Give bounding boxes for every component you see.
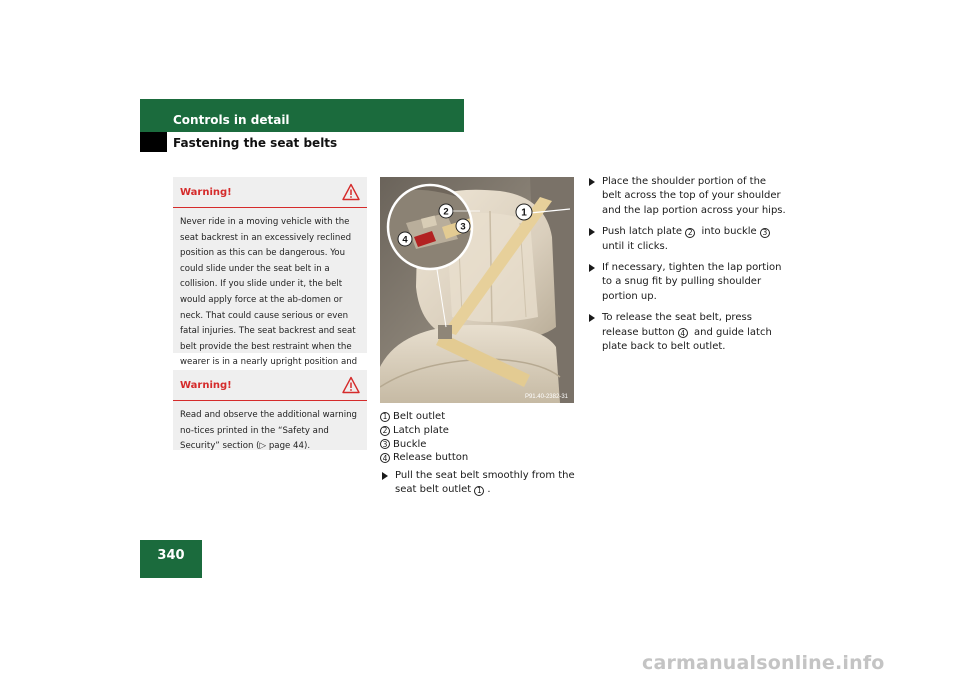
step-text: Place the shoulder portion of the belt across the top of your shoulder and the lap portion across your hips. xyxy=(602,176,786,216)
step-place-belt xyxy=(587,175,787,218)
page-subtitle: Fastening the seat belts xyxy=(173,136,338,150)
legend-label: Release button xyxy=(393,452,469,464)
callout-ref: 3 xyxy=(760,228,770,238)
legend-item xyxy=(380,451,580,465)
step-text: until it clicks. xyxy=(602,240,668,252)
step-tighten-lap xyxy=(587,261,787,304)
bullet-arrow-icon xyxy=(589,314,595,322)
page-number: 340 xyxy=(157,548,185,563)
callout-number: 3 xyxy=(380,439,390,449)
warning-triangle-icon xyxy=(342,376,360,394)
bullet-arrow-icon xyxy=(589,264,595,272)
step-release-belt xyxy=(587,311,787,354)
svg-text:3: 3 xyxy=(460,221,466,233)
warning-box-2 xyxy=(173,370,367,450)
legend-item xyxy=(380,424,580,438)
step-text: and guide latch plate back to belt outlet. xyxy=(602,326,772,353)
step-text: If necessary, tighten the lap portion to a snug fit by pulling shoulder portion up. xyxy=(602,262,782,302)
step-text: Pull the seat belt smoothly from the seat belt outlet xyxy=(395,470,575,496)
warning-header xyxy=(173,370,367,401)
svg-text:2: 2 xyxy=(443,206,449,218)
warning-text: Never ride in a moving vehicle with the seat backrest in an excessively reclined position as this can be dangerous. You could slide under the seat belt in a collision. If you slide under it, the belt would apply force at the ab-domen or neck. That could cause serious or even fatal injuries. The seat backrest and seat belt provide the best restraint when the wearer is in a nearly upright position and xyxy=(180,217,358,368)
header-marker xyxy=(140,132,167,152)
callout-ref: 2 xyxy=(685,228,695,238)
legend-item xyxy=(380,410,580,424)
legend-label: Latch plate xyxy=(393,424,449,436)
callout-number: 2 xyxy=(380,426,390,436)
step-text: . xyxy=(487,484,491,496)
step-pull-belt xyxy=(380,469,576,498)
warning-title: Warning! xyxy=(180,380,232,391)
bullet-arrow-icon xyxy=(589,178,595,186)
warning-box-1 xyxy=(173,177,367,368)
step-text: into buckle xyxy=(698,226,760,238)
legend-item xyxy=(380,438,580,452)
callout-ref: 4 xyxy=(678,328,688,338)
callout-4 xyxy=(398,232,412,246)
section-title: Controls in detail xyxy=(173,113,290,127)
callout-1 xyxy=(516,204,532,220)
callout-ref: 1 xyxy=(474,486,484,496)
callout-2 xyxy=(439,204,453,218)
watermark: carmanualsonline.info xyxy=(642,652,885,674)
bullet-arrow-icon xyxy=(382,472,388,480)
page-number-box xyxy=(140,540,202,578)
warning-title: Warning! xyxy=(180,187,232,198)
figure-legend xyxy=(380,410,580,465)
step-push-latch xyxy=(587,225,787,254)
warning-header xyxy=(173,177,367,208)
bullet-arrow-icon xyxy=(589,228,595,236)
callout-number: 4 xyxy=(380,453,390,463)
callout-number: 1 xyxy=(380,412,390,422)
legend-label: Buckle xyxy=(393,438,427,450)
step-text: Push latch plate xyxy=(602,226,686,238)
svg-text:4: 4 xyxy=(402,234,408,246)
warning-text: Read and observe the additional warning no-tices printed in the “Safety and Security” section (▷ page 44). xyxy=(180,410,357,452)
instruction-list-col3 xyxy=(587,175,787,361)
instruction-list-col2 xyxy=(380,469,576,505)
warning-triangle-icon xyxy=(342,183,360,201)
seat-belt-photo xyxy=(380,177,574,403)
svg-text:1: 1 xyxy=(521,207,527,219)
legend-label: Belt outlet xyxy=(393,411,446,422)
image-code: P91.40-2382-31 xyxy=(524,394,568,400)
step-text: To release the seat belt, press release button xyxy=(602,312,752,338)
callout-3 xyxy=(456,219,470,233)
